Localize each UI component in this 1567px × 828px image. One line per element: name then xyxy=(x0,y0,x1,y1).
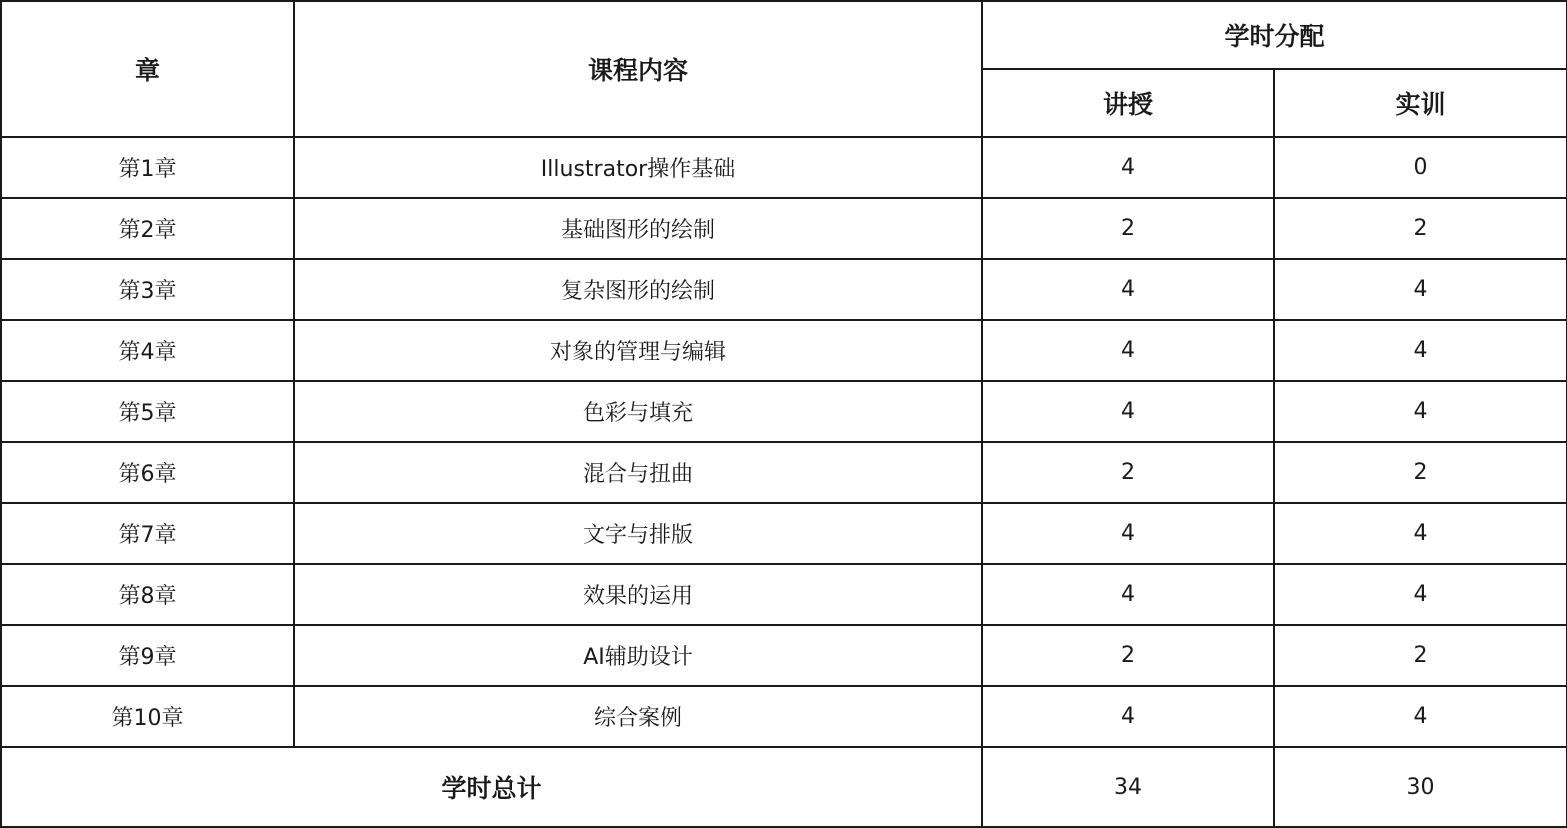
practice-cell: 2 xyxy=(1274,625,1567,686)
content-cell: 文字与排版 xyxy=(294,503,982,564)
chapter-cell: 第6章 xyxy=(1,442,294,503)
content-cell: 基础图形的绘制 xyxy=(294,198,982,259)
chapter-cell: 第8章 xyxy=(1,564,294,625)
lecture-cell: 2 xyxy=(982,625,1274,686)
lecture-cell: 2 xyxy=(982,198,1274,259)
lecture-cell: 4 xyxy=(982,259,1274,320)
lecture-cell: 4 xyxy=(982,381,1274,442)
practice-cell: 4 xyxy=(1274,503,1567,564)
total-row xyxy=(1,747,1567,827)
content-cell: 复杂图形的绘制 xyxy=(294,259,982,320)
table-row xyxy=(1,259,1567,320)
table-row xyxy=(1,564,1567,625)
content-cell: 效果的运用 xyxy=(294,564,982,625)
table-row xyxy=(1,198,1567,259)
practice-cell: 2 xyxy=(1274,442,1567,503)
total-lecture-cell: 34 xyxy=(982,747,1274,827)
practice-cell: 4 xyxy=(1274,564,1567,625)
table-row xyxy=(1,442,1567,503)
table-row xyxy=(1,686,1567,747)
table-row xyxy=(1,137,1567,198)
chapter-cell: 第4章 xyxy=(1,320,294,381)
header-content: 课程内容 xyxy=(294,1,982,137)
chapter-cell: 第2章 xyxy=(1,198,294,259)
chapter-cell: 第9章 xyxy=(1,625,294,686)
header-lecture: 讲授 xyxy=(982,69,1274,137)
total-label: 学时总计 xyxy=(1,747,982,827)
chapter-cell: 第7章 xyxy=(1,503,294,564)
header-chapter: 章 xyxy=(1,1,294,137)
total-practice-cell: 30 xyxy=(1274,747,1567,827)
table-row xyxy=(1,320,1567,381)
content-cell: 对象的管理与编辑 xyxy=(294,320,982,381)
table-row xyxy=(1,381,1567,442)
lecture-cell: 4 xyxy=(982,564,1274,625)
lecture-cell: 2 xyxy=(982,442,1274,503)
chapter-cell: 第10章 xyxy=(1,686,294,747)
table-row xyxy=(1,625,1567,686)
header-hours-allocation: 学时分配 xyxy=(982,1,1567,69)
header-practice: 实训 xyxy=(1274,69,1567,137)
practice-cell: 4 xyxy=(1274,259,1567,320)
lecture-cell: 4 xyxy=(982,320,1274,381)
practice-cell: 4 xyxy=(1274,686,1567,747)
practice-cell: 4 xyxy=(1274,320,1567,381)
content-cell: Illustrator操作基础 xyxy=(294,137,982,198)
content-cell: 色彩与填充 xyxy=(294,381,982,442)
lecture-cell: 4 xyxy=(982,503,1274,564)
practice-cell: 2 xyxy=(1274,198,1567,259)
lecture-cell: 4 xyxy=(982,137,1274,198)
content-cell: 综合案例 xyxy=(294,686,982,747)
practice-cell: 0 xyxy=(1274,137,1567,198)
lecture-cell: 4 xyxy=(982,686,1274,747)
content-cell: AI辅助设计 xyxy=(294,625,982,686)
practice-cell: 4 xyxy=(1274,381,1567,442)
header-row-top xyxy=(1,1,1567,69)
chapter-cell: 第5章 xyxy=(1,381,294,442)
chapter-cell: 第3章 xyxy=(1,259,294,320)
chapter-cell: 第1章 xyxy=(1,137,294,198)
content-cell: 混合与扭曲 xyxy=(294,442,982,503)
table-row xyxy=(1,503,1567,564)
